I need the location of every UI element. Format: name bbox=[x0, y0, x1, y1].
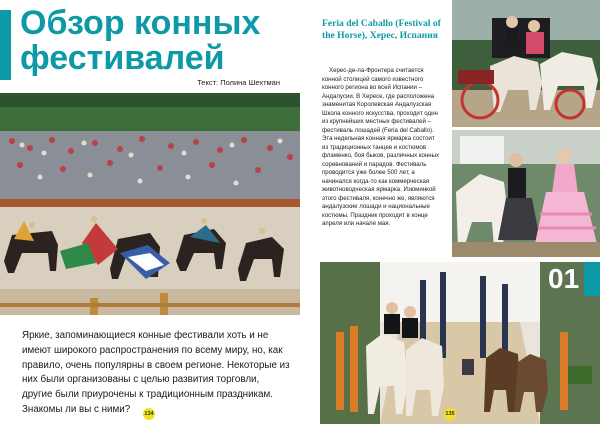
section-accent-bar bbox=[584, 262, 600, 296]
page-number-left: 134 bbox=[143, 408, 155, 420]
medieval-tournament-photo bbox=[0, 93, 300, 315]
festival-heading: Feria del Caballo (Festival of the Horse), Херес, Испания bbox=[322, 18, 441, 41]
intro-paragraph: Яркие, запоминающиеся конные фестивали хоть и не имеют широкого распространения по всему миру, но, как правило, очень популярны в своем регионе. Некоторые из них были организованы с целью развития торговли, другие были приурочены к традиционным праздникам. Знакомы ли вы с ними? bbox=[22, 330, 290, 415]
carriage-riders-photo bbox=[452, 0, 600, 127]
author-credit: Текст: Полина Шехтман bbox=[197, 78, 280, 87]
flamenco-dancer-photo bbox=[452, 130, 600, 257]
title-accent-bar bbox=[0, 10, 11, 80]
section-number: 01 bbox=[548, 263, 580, 294]
festival-description: Херес-де-ла-Фронтера считается конной столицей самого известного конного региона во всей Испании – Андалусии. В Хересе, где расположена знаменитая Королевская Андалузская Школа конного искусства, проходит один из крупнейших местных фестивалей – фестиваль лошадей (Feria del Caballo). Эта недельная конная ярмарка состоит из традиционных танцев и костюмов фламенко, боя быков, различных конных соревнований и парадов. Фестиваль проводится уже более 500 лет, а начинался когда-то как коммерческая животноводческая ярмарка. Изюминкой этого фестиваля, конечно же, являются андалузские лошади и национальные костюмы. Праздник проходит в конце апреля или начале мая. bbox=[322, 67, 440, 227]
page-title: Обзор конных фестивалей bbox=[20, 4, 261, 77]
page-number-right: 135 bbox=[444, 408, 456, 420]
